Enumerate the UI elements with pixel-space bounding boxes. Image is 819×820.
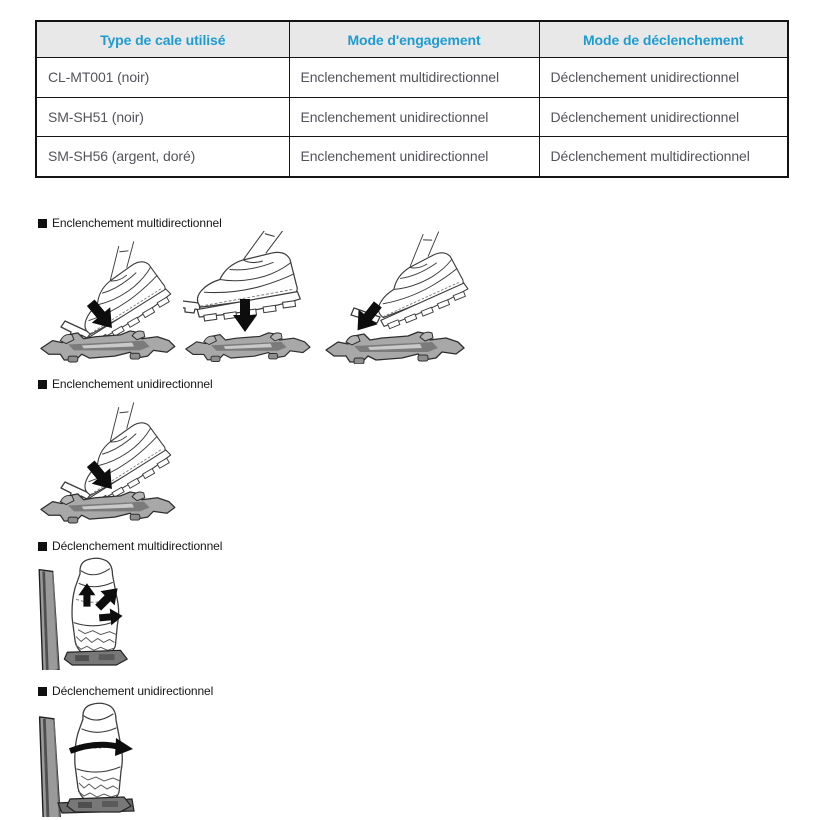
shoe-rear-view-icon: [72, 558, 119, 655]
illustration-engage-heel-angle: [322, 231, 472, 364]
illustration-engage-toe-down-1: [35, 231, 185, 364]
cell-engagement-mode: Enclenchement multidirectionnel: [289, 58, 539, 98]
cell-cleat-type: CL-MT001 (noir): [36, 58, 289, 98]
black-square-bullet-icon: [38, 219, 47, 228]
section-label-text: Enclenchement unidirectionnel: [52, 377, 213, 391]
illustration-engage-flat: [183, 231, 333, 364]
cell-cleat-type: SM-SH56 (argent, doré): [36, 137, 289, 177]
section-label-text: Déclenchement multidirectionnel: [52, 539, 223, 553]
pedal-under-shoe-icon: [64, 650, 127, 665]
cell-cleat-type: SM-SH51 (noir): [36, 97, 289, 137]
release-curved-arrow-head-icon: [115, 738, 133, 756]
section-label-text: Déclenchement unidirectionnel: [52, 684, 214, 698]
section-title-engage-multi: [38, 216, 222, 230]
crank-arm-icon: [40, 717, 61, 817]
section-title-release-uni: [38, 684, 213, 698]
crank-arm-icon: [39, 570, 59, 670]
black-square-bullet-icon: [38, 687, 47, 696]
col-header-release-mode: Mode de déclenchement: [539, 21, 788, 58]
section-label-text: Enclenchement multidirectionnel: [52, 216, 222, 230]
col-header-engagement-mode: Mode d'engagement: [289, 21, 539, 58]
illustration-release-unidirectional: [28, 699, 140, 817]
table-row: [36, 137, 788, 177]
cell-engagement-mode: Enclenchement unidirectionnel: [289, 97, 539, 137]
cleat-type-table: [35, 20, 789, 178]
spd-pedal-icon: [326, 332, 464, 364]
illustration-engage-toe-down-2: [35, 392, 185, 525]
spd-pedal-icon: [41, 331, 175, 362]
col-header-cleat-type: Type de cale utilisé: [36, 21, 289, 58]
pedal-under-shoe-icon: [67, 797, 131, 812]
shoe-rear-view-icon: [75, 703, 122, 802]
spd-pedal-icon: [41, 492, 175, 523]
table-row: [36, 58, 788, 98]
table-header-row: [36, 21, 788, 58]
cell-engagement-mode: Enclenchement unidirectionnel: [289, 137, 539, 177]
spd-pedal-icon: [186, 333, 310, 362]
illustration-release-multidirectional: [30, 554, 138, 670]
section-title-engage-uni: [38, 377, 213, 391]
table-row: [36, 97, 788, 137]
black-square-bullet-icon: [38, 380, 47, 389]
cell-release-mode: Déclenchement multidirectionnel: [539, 137, 788, 177]
cell-release-mode: Déclenchement unidirectionnel: [539, 58, 788, 98]
section-title-release-multi: [38, 539, 222, 553]
black-square-bullet-icon: [38, 542, 47, 551]
cell-release-mode: Déclenchement unidirectionnel: [539, 97, 788, 137]
